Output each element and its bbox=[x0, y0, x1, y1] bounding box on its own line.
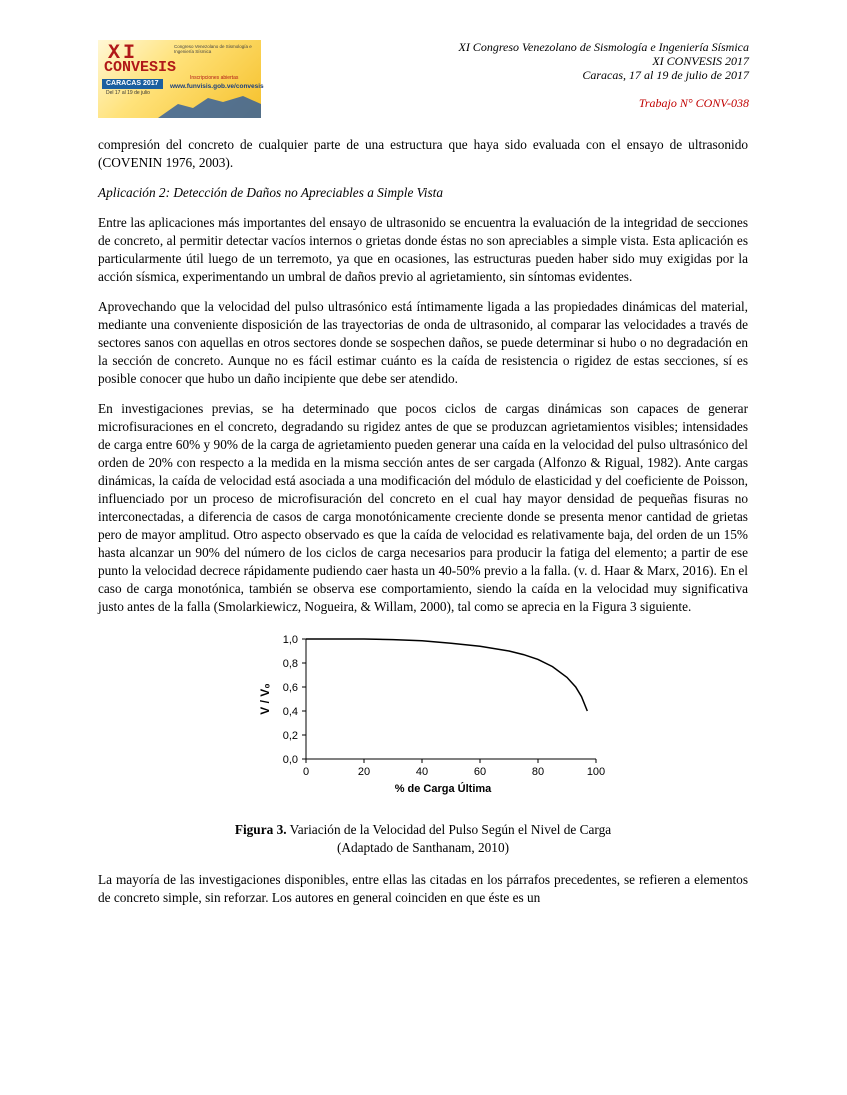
y-tick-label: 0,8 bbox=[282, 658, 298, 670]
caption-text: Variación de la Velocidad del Pulso Según el Nivel de Carga bbox=[286, 822, 612, 837]
x-tick-label: 20 bbox=[357, 766, 371, 778]
x-tick-label: 40 bbox=[415, 766, 429, 778]
paragraph-1: compresión del concreto de cualquier parte de una estructura que haya sido evaluada con el ensayo de ultrasonido (COVENIN 1976, 2003). bbox=[98, 137, 748, 170]
header-dates: Caracas, 17 al 19 de julio de 2017 bbox=[582, 68, 749, 82]
header-congress: XI Congreso Venezolano de Sismología e Ingeniería Sísmica bbox=[458, 40, 749, 54]
x-tick-label: 60 bbox=[473, 766, 487, 778]
header-paper-number: Trabajo N° CONV-038 bbox=[638, 96, 749, 110]
series-line bbox=[306, 639, 587, 711]
logo-name: CONVESIS bbox=[104, 59, 177, 76]
paragraph-4: En investigaciones previas, se ha determinado que pocos ciclos de cargas dinámicas son capaces de generar microfisuraciones en el concreto, degradando su rigidez antes de que se produzcan agrietamientos visibles; intensidades de carga entre 60% y 90% de la carga de agrietamiento pueden generar una caída en la velocidad del pulso ultrasónico del orden de 20% con respecto a la medida en la misma sección antes de ser cargada (Alfonzo & Rigual, 1982). Ante cargas dinámicas, la caída de velocidad está asociada a una modificación del módulo de elasticidad y del coeficiente de Poisson, influenciado por un proceso de microfisuración del concreto en el cual hay mayor densidad de pequeñas fisuras no interconectadas, a diferencia de casos de carga monotónicamente creciente donde se presenta menor cantidad de grietas pero de mayor amplitud. Otro aspecto observado es que la caída de velocidad es relativamente baja, del orden de un 15% hasta alcanzar un 90% del número de los ciclos de carga necesarios para producir la fatiga del elemento; a partir de ese punto la velocidad decrece rápidamente pudiendo caer hasta un 40-50% previo a la falla. (v. d. Haar & Marx, 2016). En el caso de carga monotónica, también se observa ese comportamiento, siendo la caída en la velocidad muy significativa justo antes de la falla (Smolarkiewicz, Nogueira, & Willam, 2000), tal como se aprecia en la Figura 3 siguiente. bbox=[98, 401, 748, 614]
paragraph-3: Aprovechando que la velocidad del pulso ultrasónico está íntimamente ligada a las propiedades dinámicas del material, mediante una conveniente disposición de las trayectorias de onda de ultrasonido, al comparar las velocidades a través de sectores sanos con aquellas en otros sectores donde se sospechen daños, se puede determinar si hubo o no degradación en la sección de concreto. Aunque no es fácil estimar cuánto es la caída de resistencia o rigidez de estas secciones, sí es posible conocer que hubo un daño incipiente que debe ser atendido. bbox=[98, 299, 748, 386]
logo-dates: Del 17 al 19 de julio bbox=[106, 90, 150, 96]
logo-roman: XI bbox=[108, 42, 139, 65]
x-tick-label: 0 bbox=[302, 766, 310, 778]
caption-source: (Adaptado de Santhanam, 2010) bbox=[336, 840, 510, 855]
caption-label: Figura 3. bbox=[234, 822, 287, 837]
paragraph-5: La mayoría de las investigaciones disponibles, entre ellas las citadas en los párrafos precedentes, se refieren a elementos de concreto simple, sin reforzar. Los autores en general coinciden en que éste es un bbox=[98, 872, 748, 905]
x-axis-label: % de Carga Última bbox=[394, 783, 492, 795]
y-tick-label: 0,6 bbox=[282, 682, 298, 694]
header-edition: XI CONVESIS 2017 bbox=[652, 54, 749, 68]
logo-registration: Inscripciones abiertas bbox=[190, 75, 239, 81]
y-tick-label: 0,4 bbox=[282, 706, 298, 718]
conference-logo bbox=[98, 40, 264, 118]
y-axis-label: V / V₀ bbox=[258, 683, 272, 715]
logo-subtitle: Congreso Venezolano de Sismología e Ingeniería Sísmica bbox=[174, 44, 252, 54]
velocity-chart bbox=[243, 628, 606, 813]
mountain-icon bbox=[98, 92, 261, 118]
x-tick-label: 80 bbox=[531, 766, 545, 778]
paragraph-2: Entre las aplicaciones más importantes del ensayo de ultrasonido se encuentra la evaluación de la integridad de secciones de concreto, al permitir detectar vacíos internos o grietas donde éstas no son apreciables a simple vista. Esta aplicación es particularmente útil luego de un terremoto, ya que en ocasiones, las estructuras pueden haber sido muy exigidas por la acción sísmica, experimentando un umbral de daños previo al agrietamiento, sin síntomas evidentes. bbox=[98, 215, 748, 284]
page-header bbox=[458, 40, 749, 110]
y-tick-label: 1,0 bbox=[282, 634, 298, 646]
y-tick-label: 0,2 bbox=[282, 730, 298, 742]
page-body bbox=[98, 136, 748, 919]
x-tick-label: 100 bbox=[586, 766, 606, 778]
section-heading: Aplicación 2: Detección de Daños no Apreciables a Simple Vista bbox=[98, 185, 444, 200]
figure-3 bbox=[98, 628, 748, 857]
logo-url: www.funvisis.gob.ve/convesis bbox=[170, 83, 264, 90]
figure-caption bbox=[98, 821, 748, 857]
logo-city-badge: CARACAS 2017 bbox=[102, 79, 163, 89]
y-tick-label: 0,0 bbox=[282, 754, 298, 766]
